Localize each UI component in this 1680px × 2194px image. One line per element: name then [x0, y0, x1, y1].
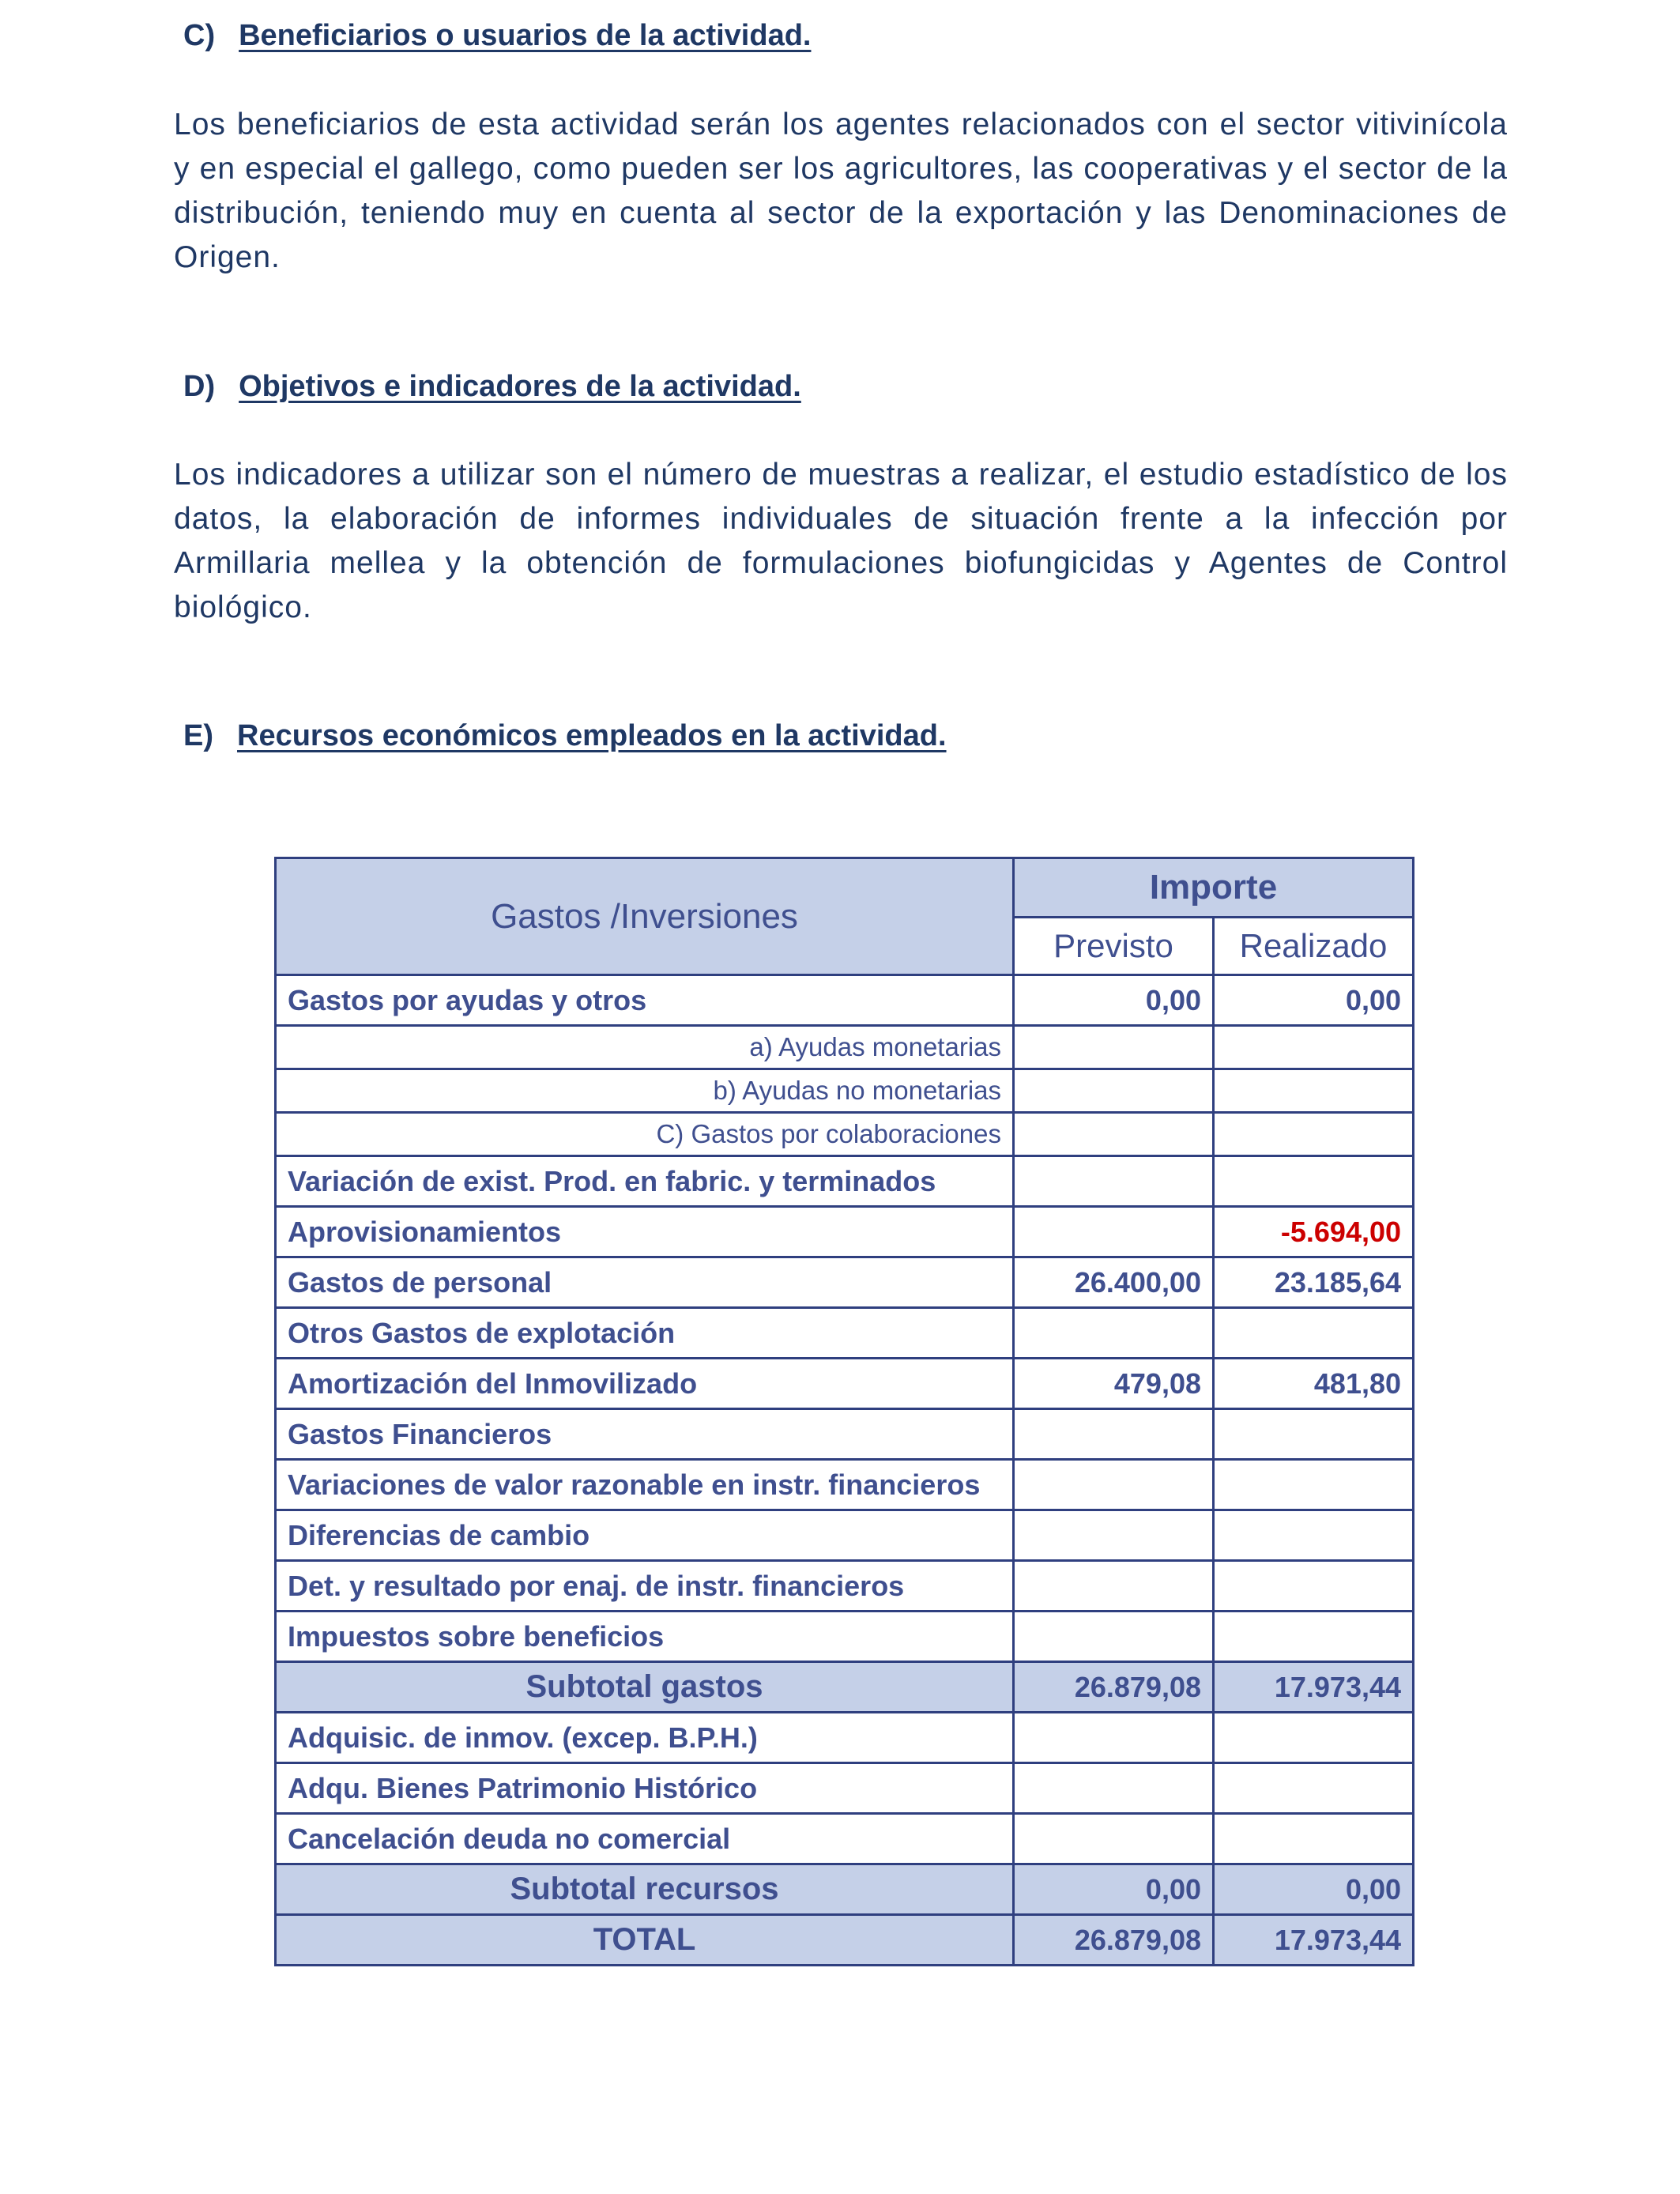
previsto-cell: 479,08 — [1014, 1359, 1214, 1409]
row-label: Aprovisionamientos — [276, 1207, 1014, 1257]
expenses-table — [274, 857, 1414, 1966]
table-row — [276, 1460, 1414, 1510]
table-row — [276, 1510, 1414, 1561]
row-label: Gastos Financieros — [276, 1409, 1014, 1460]
previsto-cell — [1014, 1612, 1214, 1662]
table-row — [276, 1662, 1414, 1713]
row-label: a) Ayudas monetarias — [276, 1026, 1014, 1069]
realizado-cell: 17.973,44 — [1214, 1662, 1414, 1713]
row-label: b) Ayudas no monetarias — [276, 1069, 1014, 1113]
header-importe: Importe — [1014, 858, 1414, 918]
previsto-cell — [1014, 1156, 1214, 1207]
row-label: Variaciones de valor razonable en instr. financieros — [276, 1460, 1014, 1510]
header-gastos-inversiones: Gastos /Inversiones — [276, 858, 1014, 975]
previsto-cell — [1014, 1308, 1214, 1359]
header-realizado: Realizado — [1214, 918, 1414, 975]
previsto-cell — [1014, 1713, 1214, 1763]
realizado-cell — [1214, 1409, 1414, 1460]
realizado-cell: 0,00 — [1214, 1864, 1414, 1915]
previsto-cell — [1014, 1460, 1214, 1510]
table-row — [276, 1069, 1414, 1113]
realizado-cell: 481,80 — [1214, 1359, 1414, 1409]
realizado-cell — [1214, 1308, 1414, 1359]
section-d-letter: D) — [183, 370, 216, 403]
previsto-cell — [1014, 1814, 1214, 1864]
table-row — [276, 975, 1414, 1026]
realizado-cell: 17.973,44 — [1214, 1915, 1414, 1966]
section-e-title: Recursos económicos empleados en la actividad. — [237, 719, 947, 752]
section-e-letter: E) — [183, 719, 213, 752]
table-row — [276, 1763, 1414, 1814]
section-d-heading — [183, 370, 801, 404]
realizado-cell — [1214, 1561, 1414, 1612]
realizado-cell — [1214, 1814, 1414, 1864]
previsto-cell — [1014, 1069, 1214, 1113]
table-row — [276, 1156, 1414, 1207]
previsto-cell: 0,00 — [1014, 1864, 1214, 1915]
realizado-cell — [1214, 1113, 1414, 1156]
row-label: Variación de exist. Prod. en fabric. y terminados — [276, 1156, 1014, 1207]
row-label: Gastos de personal — [276, 1257, 1014, 1308]
row-label: Impuestos sobre beneficios — [276, 1612, 1014, 1662]
previsto-cell — [1014, 1561, 1214, 1612]
section-d-text: Los indicadores a utilizar son el número de muestras a realizar, el estudio estadístico de los datos, la elaboración de informes individuales de situación frente a la infección por Armillaria mellea y la obtención de formulaciones biofungicidas y Agentes de Control biológico. — [174, 458, 1508, 624]
table-row — [276, 1612, 1414, 1662]
previsto-cell: 26.879,08 — [1014, 1915, 1214, 1966]
table-row — [276, 1409, 1414, 1460]
previsto-cell: 0,00 — [1014, 975, 1214, 1026]
realizado-cell — [1214, 1713, 1414, 1763]
row-label: Gastos por ayudas y otros — [276, 975, 1014, 1026]
realizado-cell — [1214, 1763, 1414, 1814]
row-label: Amortización del Inmovilizado — [276, 1359, 1014, 1409]
section-d-title: Objetivos e indicadores de la actividad. — [239, 370, 801, 403]
previsto-cell: 26.400,00 — [1014, 1257, 1214, 1308]
table-row — [276, 1561, 1414, 1612]
previsto-cell — [1014, 1026, 1214, 1069]
row-label: Otros Gastos de explotación — [276, 1308, 1014, 1359]
realizado-cell — [1214, 1460, 1414, 1510]
section-e-heading — [183, 719, 947, 753]
section-c-heading — [183, 19, 811, 53]
realizado-cell — [1214, 1156, 1414, 1207]
realizado-cell — [1214, 1026, 1414, 1069]
previsto-cell — [1014, 1113, 1214, 1156]
row-label: Subtotal gastos — [276, 1662, 1014, 1713]
row-label: C) Gastos por colaboraciones — [276, 1113, 1014, 1156]
table-row — [276, 1257, 1414, 1308]
realizado-cell: 0,00 — [1214, 975, 1414, 1026]
previsto-cell: 26.879,08 — [1014, 1662, 1214, 1713]
realizado-cell: 23.185,64 — [1214, 1257, 1414, 1308]
row-label: Cancelación deuda no comercial — [276, 1814, 1014, 1864]
realizado-cell: -5.694,00 — [1214, 1207, 1414, 1257]
row-label: Det. y resultado por enaj. de instr. financieros — [276, 1561, 1014, 1612]
table-row — [276, 1359, 1414, 1409]
table-row — [276, 1713, 1414, 1763]
table-row — [276, 1864, 1414, 1915]
section-c-text: Los beneficiarios de esta actividad serán los agentes relacionados con el sector vitivinícola y en especial el gallego, como pueden ser los agricultores, las cooperativas y el sector de la distribución, teniendo muy en cuenta al sector de la exportación y las Denominaciones de Origen. — [174, 107, 1508, 274]
previsto-cell — [1014, 1763, 1214, 1814]
table-row — [276, 1915, 1414, 1966]
table-row — [276, 1814, 1414, 1864]
table-row — [276, 1207, 1414, 1257]
row-label: Diferencias de cambio — [276, 1510, 1014, 1561]
row-label: Subtotal recursos — [276, 1864, 1014, 1915]
realizado-cell — [1214, 1069, 1414, 1113]
realizado-cell — [1214, 1612, 1414, 1662]
realizado-cell — [1214, 1510, 1414, 1561]
row-label: TOTAL — [276, 1915, 1014, 1966]
section-c-title: Beneficiarios o usuarios de la actividad. — [239, 19, 812, 52]
table-row — [276, 1026, 1414, 1069]
previsto-cell — [1014, 1510, 1214, 1561]
section-c-letter: C) — [183, 19, 216, 52]
table-body — [276, 975, 1414, 1966]
table-row — [276, 1113, 1414, 1156]
row-label: Adquisic. de inmov. (excep. B.P.H.) — [276, 1713, 1014, 1763]
header-previsto: Previsto — [1014, 918, 1214, 975]
previsto-cell — [1014, 1409, 1214, 1460]
previsto-cell — [1014, 1207, 1214, 1257]
table-row — [276, 1308, 1414, 1359]
row-label: Adqu. Bienes Patrimonio Histórico — [276, 1763, 1014, 1814]
